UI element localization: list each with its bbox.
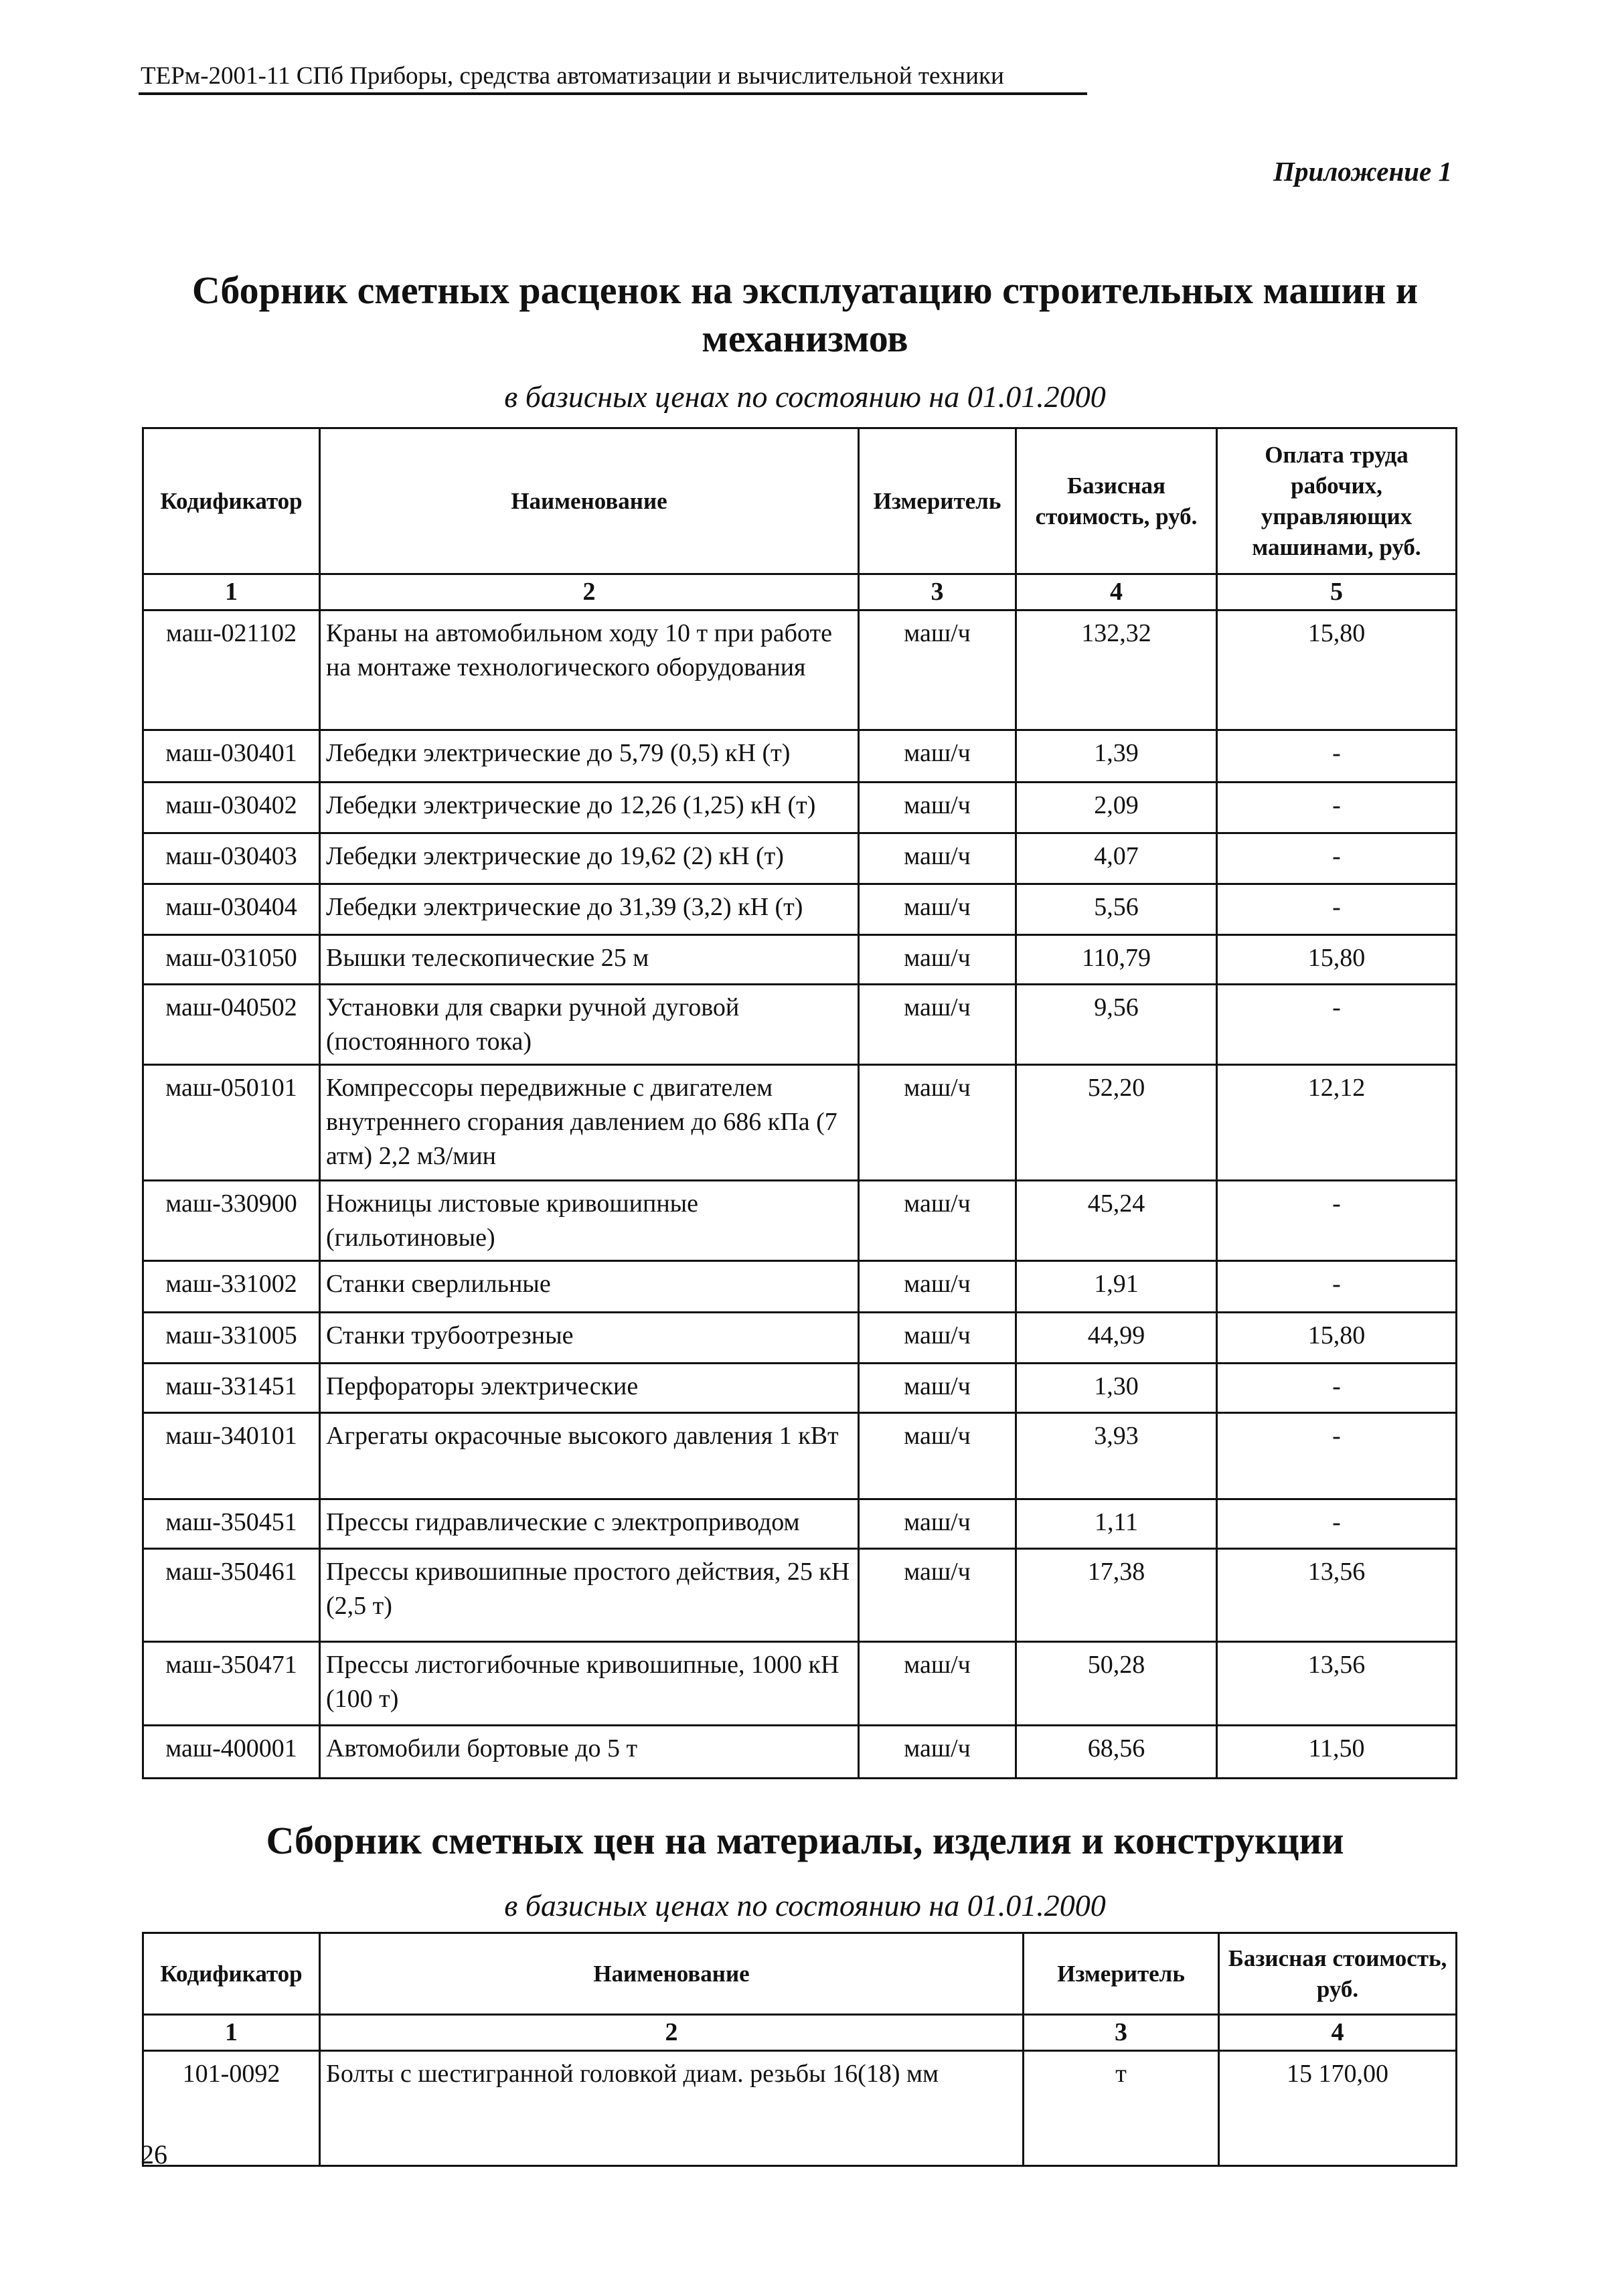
row-cost: 44,99 [1016, 1313, 1217, 1364]
row-cost: 1,39 [1016, 730, 1217, 783]
table-row [143, 1364, 1457, 1413]
row-code: маш-331005 [143, 1313, 320, 1364]
row-wage: - [1217, 783, 1457, 833]
machines-title-line-1: Сборник сметных расценок на эксплуатацию строительных машин и [191, 268, 1419, 312]
row-code: маш-400001 [143, 1726, 320, 1779]
row-code: маш-340101 [143, 1413, 320, 1499]
row-wage: - [1217, 1261, 1457, 1313]
row-unit: маш/ч [859, 1499, 1016, 1549]
row-cost: 5,56 [1016, 884, 1217, 935]
row-unit: маш/ч [859, 610, 1016, 730]
row-wage: 15,80 [1217, 610, 1457, 730]
table-row [143, 985, 1457, 1065]
row-name: Прессы гидравлические с электроприводом [320, 1499, 859, 1549]
row-unit: т [1024, 2051, 1219, 2166]
machines-column-number-row [143, 574, 1457, 610]
row-unit: маш/ч [859, 884, 1016, 935]
col-header-unit: Измеритель [859, 428, 1016, 574]
machines-table [142, 427, 1457, 1779]
row-name: Лебедки электрические до 31,39 (3,2) кН (т) [320, 884, 859, 935]
col-header-unit: Измеритель [1024, 1933, 1219, 2015]
appendix-label: Приложение 1 [1273, 156, 1452, 187]
col-number: 2 [320, 574, 859, 610]
row-name: Ножницы листовые кривошипные (гильотиновые) [320, 1181, 859, 1261]
row-code: 101-0092 [143, 2051, 320, 2166]
row-wage: - [1217, 1364, 1457, 1413]
row-unit: маш/ч [859, 833, 1016, 884]
col-number: 2 [320, 2015, 1024, 2051]
row-code: маш-331002 [143, 1261, 320, 1313]
row-code: маш-031050 [143, 935, 320, 985]
row-name: Станки сверлильные [320, 1261, 859, 1313]
row-unit: маш/ч [859, 1181, 1016, 1261]
row-name: Болты с шестигранной головкой диам. резьбы 16(18) мм [320, 2051, 1024, 2166]
row-cost: 3,93 [1016, 1413, 1217, 1499]
row-unit: маш/ч [859, 730, 1016, 783]
col-number: 3 [1024, 2015, 1219, 2051]
table-row [143, 935, 1457, 985]
materials-column-number-row [143, 2015, 1457, 2051]
row-code: маш-030402 [143, 783, 320, 833]
row-name: Агрегаты окрасочные высокого давления 1 кВт [320, 1413, 859, 1499]
col-number: 5 [1217, 574, 1457, 610]
table-row [143, 1642, 1457, 1726]
row-unit: маш/ч [859, 1549, 1016, 1642]
row-cost: 2,09 [1016, 783, 1217, 833]
row-cost: 45,24 [1016, 1181, 1217, 1261]
table-row [143, 1181, 1457, 1261]
row-code: маш-040502 [143, 985, 320, 1065]
row-name: Перфораторы электрические [320, 1364, 859, 1413]
row-wage: - [1217, 730, 1457, 783]
row-wage: 13,56 [1217, 1642, 1457, 1726]
row-wage: 13,56 [1217, 1549, 1457, 1642]
row-code: маш-030403 [143, 833, 320, 884]
col-header-code: Кодификатор [143, 1933, 320, 2015]
col-number: 4 [1219, 2015, 1457, 2051]
header-rule [139, 92, 1087, 95]
table-row [143, 1549, 1457, 1642]
col-header-cost: Базисная стоимость, руб. [1016, 428, 1217, 574]
row-code: маш-350451 [143, 1499, 320, 1549]
col-number: 4 [1016, 574, 1217, 610]
row-wage: 15,80 [1217, 935, 1457, 985]
table-row [143, 833, 1457, 884]
row-wage: - [1217, 833, 1457, 884]
materials-header-row [143, 1933, 1457, 2015]
row-code: маш-030404 [143, 884, 320, 935]
row-wage: - [1217, 1499, 1457, 1549]
row-name: Прессы кривошипные простого действия, 25 кН (2,5 т) [320, 1549, 859, 1642]
row-cost: 1,11 [1016, 1499, 1217, 1549]
row-code: маш-021102 [143, 610, 320, 730]
row-code: маш-350471 [143, 1642, 320, 1726]
row-cost: 15 170,00 [1219, 2051, 1457, 2166]
row-cost: 52,20 [1016, 1065, 1217, 1181]
col-number: 1 [143, 574, 320, 610]
materials-section-subtitle: в базисных ценах по состоянию на 01.01.2000 [504, 1888, 1106, 1922]
row-name: Компрессоры передвижные с двигателем внутреннего сгорания давлением до 686 кПа (7 атм) 2,2 м3/мин [320, 1065, 859, 1181]
page-number: 26 [141, 2139, 167, 2169]
row-cost: 4,07 [1016, 833, 1217, 884]
row-cost: 1,30 [1016, 1364, 1217, 1413]
materials-section-title: Сборник сметных цен на материалы, изделия и конструкции [266, 1819, 1344, 1862]
row-code: маш-030401 [143, 730, 320, 783]
table-row [143, 1499, 1457, 1549]
machines-title-line-2: механизмов [702, 317, 908, 360]
row-code: маш-050101 [143, 1065, 320, 1181]
row-wage: - [1217, 1181, 1457, 1261]
row-unit: маш/ч [859, 1065, 1016, 1181]
row-name: Станки трубоотрезные [320, 1313, 859, 1364]
row-name: Лебедки электрические до 12,26 (1,25) кН (т) [320, 783, 859, 833]
col-header-wage: Оплата труда рабочих, управляющих машинами, руб. [1217, 428, 1457, 574]
col-header-name: Наименование [320, 1933, 1024, 2015]
row-cost: 68,56 [1016, 1726, 1217, 1779]
row-name: Прессы листогибочные кривошипные, 1000 кН (100 т) [320, 1642, 859, 1726]
row-cost: 17,38 [1016, 1549, 1217, 1642]
row-unit: маш/ч [859, 1413, 1016, 1499]
row-unit: маш/ч [859, 783, 1016, 833]
row-unit: маш/ч [859, 1642, 1016, 1726]
table-row [143, 1261, 1457, 1313]
row-name: Краны на автомобильном ходу 10 т при работе на монтаже технологического оборудования [320, 610, 859, 730]
row-wage: - [1217, 1413, 1457, 1499]
row-cost: 110,79 [1016, 935, 1217, 985]
row-code: маш-330900 [143, 1181, 320, 1261]
table-row [143, 884, 1457, 935]
row-code: маш-331451 [143, 1364, 320, 1413]
machines-header-row [143, 428, 1457, 574]
table-row [143, 1726, 1457, 1779]
col-header-name: Наименование [320, 428, 859, 574]
table-row [143, 610, 1457, 730]
row-name: Лебедки электрические до 19,62 (2) кН (т) [320, 833, 859, 884]
row-name: Установки для сварки ручной дуговой (постоянного тока) [320, 985, 859, 1065]
machines-section-title [0, 266, 1610, 363]
row-wage: - [1217, 884, 1457, 935]
row-cost: 9,56 [1016, 985, 1217, 1065]
table-row [143, 730, 1457, 783]
row-unit: маш/ч [859, 935, 1016, 985]
row-wage: 11,50 [1217, 1726, 1457, 1779]
row-unit: маш/ч [859, 1364, 1016, 1413]
table-row [143, 1313, 1457, 1364]
running-header: ТЕРм-2001-11 СПб Приборы, средства автоматизации и вычислительной техники [141, 62, 1004, 90]
row-unit: маш/ч [859, 1261, 1016, 1313]
row-cost: 50,28 [1016, 1642, 1217, 1726]
row-wage: - [1217, 985, 1457, 1065]
row-name: Лебедки электрические до 5,79 (0,5) кН (т) [320, 730, 859, 783]
row-cost: 132,32 [1016, 610, 1217, 730]
table-row [143, 1065, 1457, 1181]
row-unit: маш/ч [859, 1313, 1016, 1364]
table-row [143, 783, 1457, 833]
row-name: Автомобили бортовые до 5 т [320, 1726, 859, 1779]
materials-table [142, 1932, 1457, 2167]
col-number: 1 [143, 2015, 320, 2051]
col-header-code: Кодификатор [143, 428, 320, 574]
machines-section-subtitle: в базисных ценах по состоянию на 01.01.2000 [504, 380, 1106, 414]
row-cost: 1,91 [1016, 1261, 1217, 1313]
row-code: маш-350461 [143, 1549, 320, 1642]
row-unit: маш/ч [859, 1726, 1016, 1779]
table-row [143, 1413, 1457, 1499]
table-row [143, 2051, 1457, 2166]
row-wage: 15,80 [1217, 1313, 1457, 1364]
col-number: 3 [859, 574, 1016, 610]
col-header-cost: Базисная стоимость, руб. [1219, 1933, 1457, 2015]
row-wage: 12,12 [1217, 1065, 1457, 1181]
row-unit: маш/ч [859, 985, 1016, 1065]
row-name: Вышки телескопические 25 м [320, 935, 859, 985]
